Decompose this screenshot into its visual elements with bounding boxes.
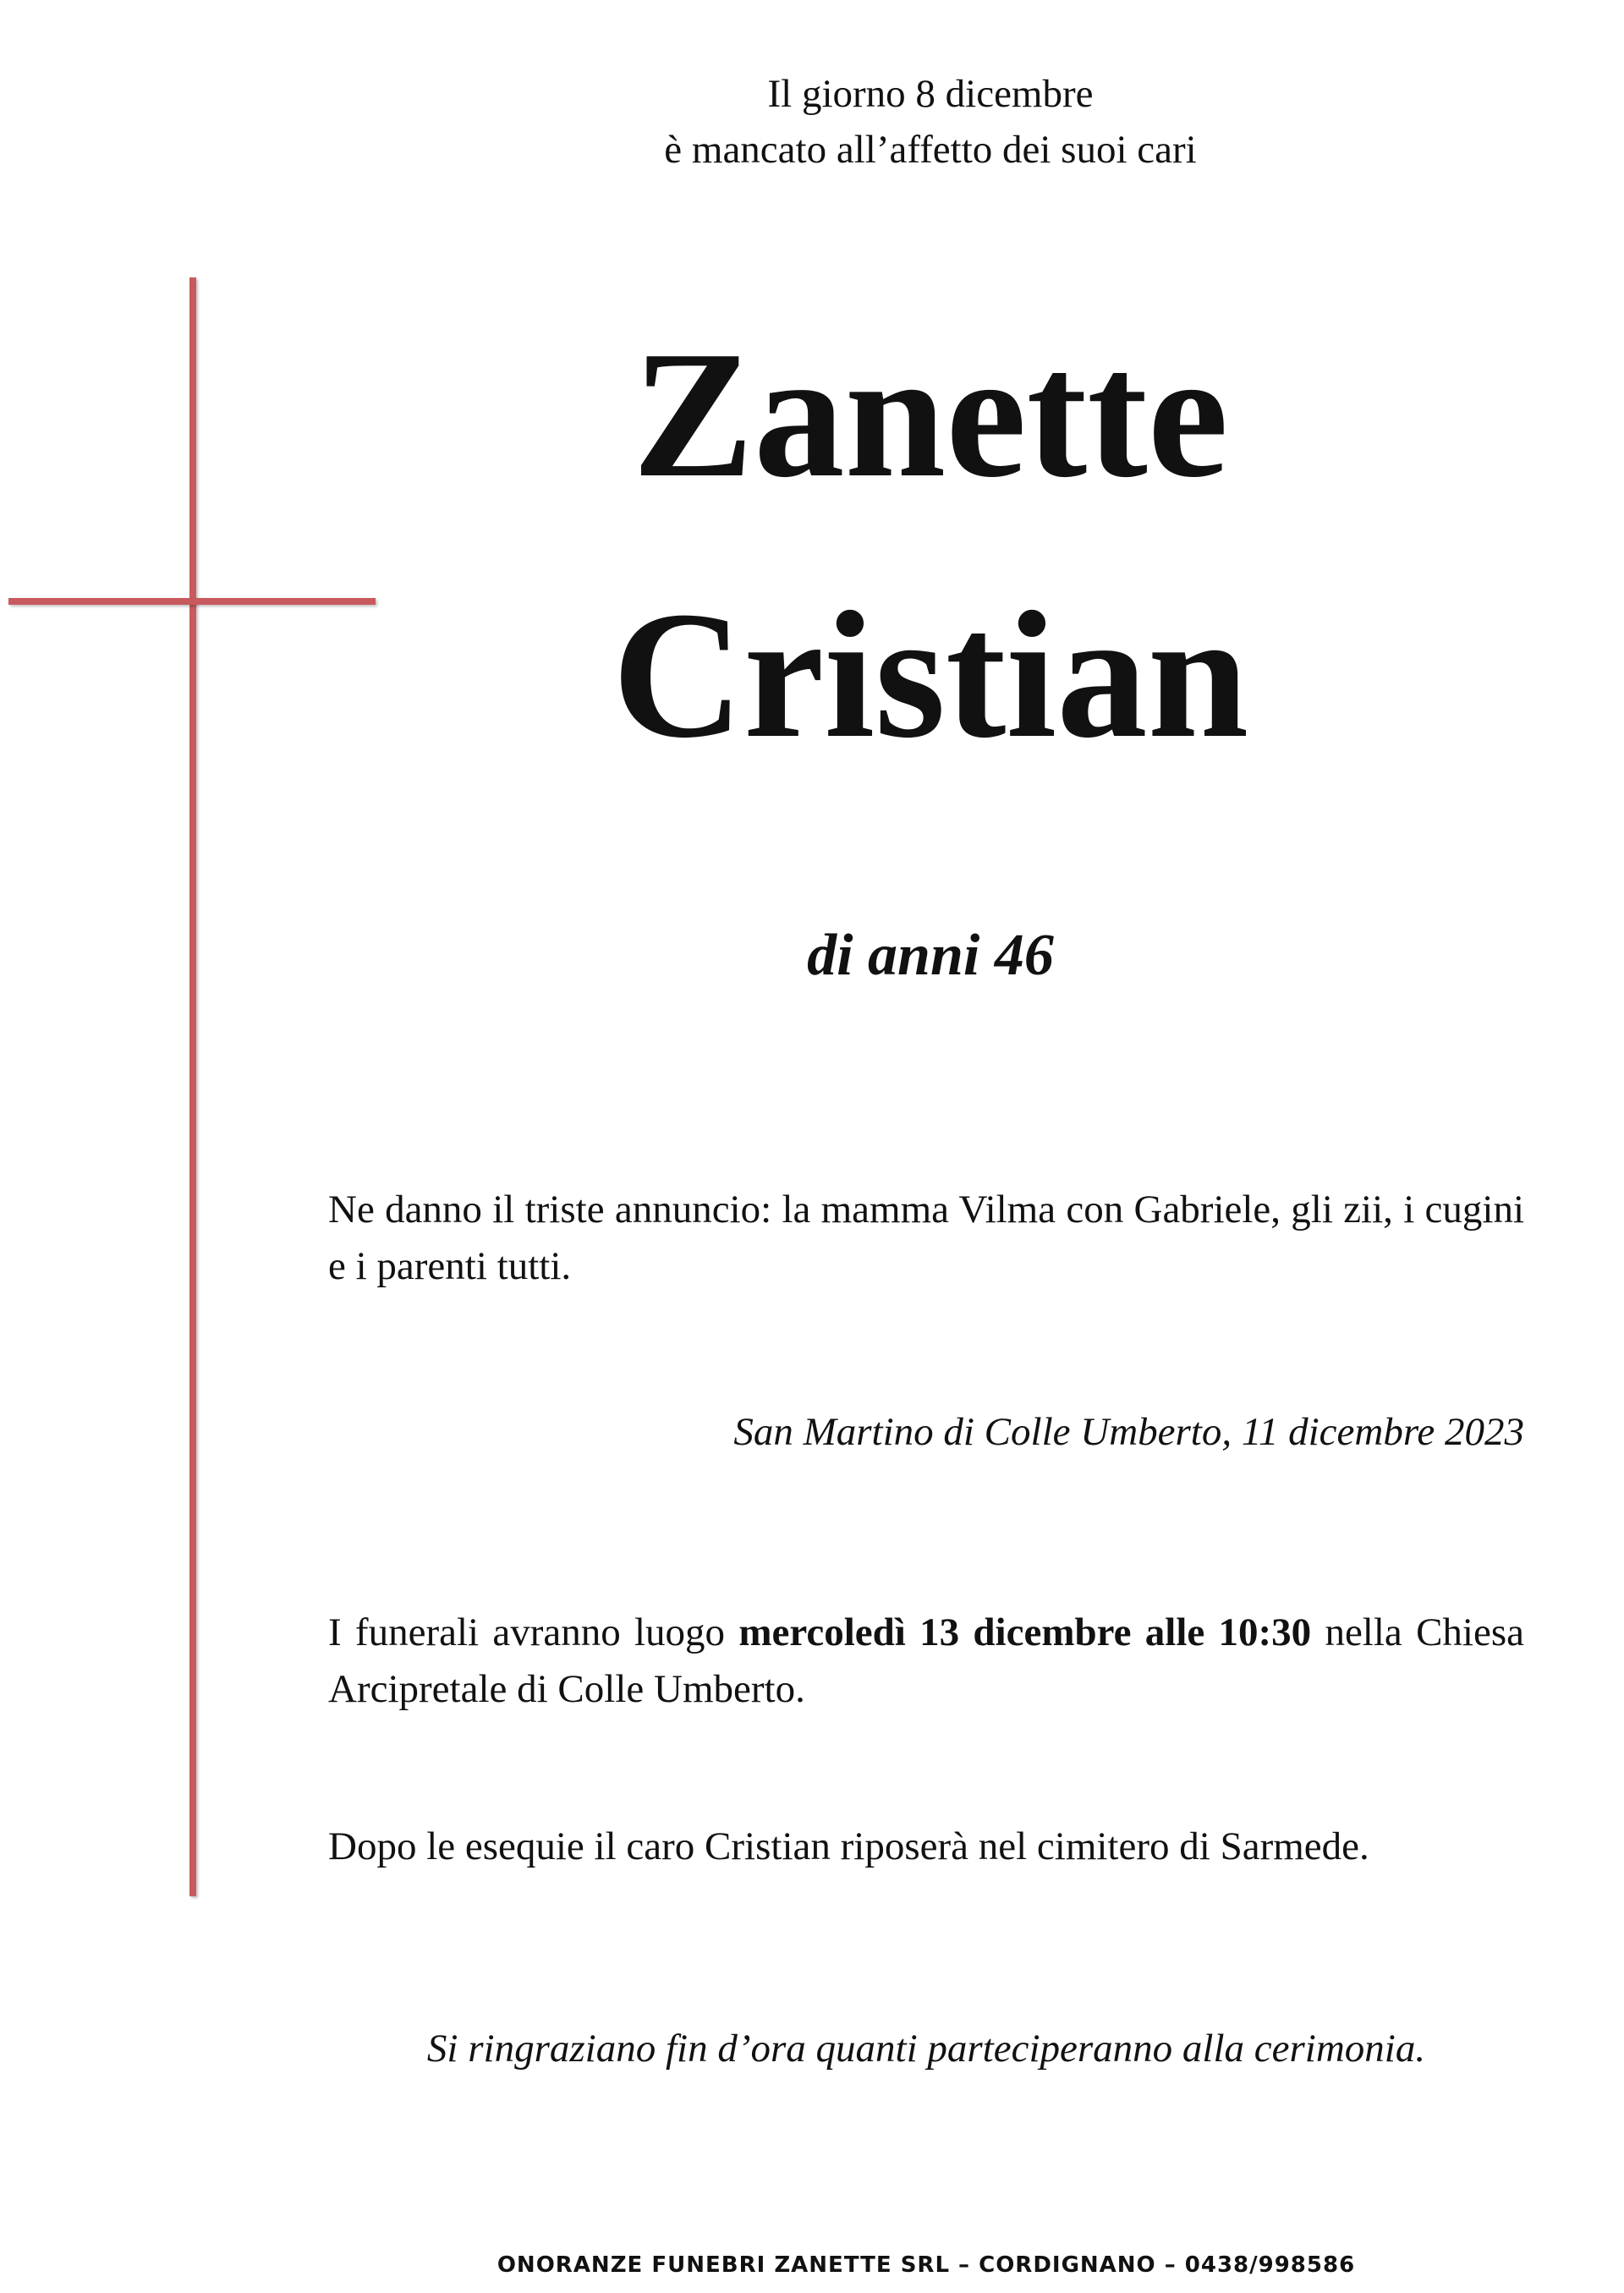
announcement-paragraph: Ne danno il triste annuncio: la mamma Vilma con Gabriele, gli zii, i cugini e i parenti tutti. <box>328 1188 1524 1288</box>
burial-paragraph: Dopo le esequie il caro Cristian riposerà nel cimitero di Sarmede. <box>328 1824 1369 1868</box>
place-and-date: San Martino di Colle Umberto, 11 dicembre 2023 <box>733 1410 1524 1454</box>
intro-line-date: Il giorno 8 dicembre <box>767 72 1094 116</box>
deceased-first-name: Cristian <box>612 573 1249 776</box>
funeral-date-time: mercoledì 13 dicembre alle 10:30 <box>738 1610 1312 1654</box>
funeral-text-after: nella Chiesa Arcipretale di Colle Umberto. <box>328 1610 1524 1711</box>
deceased-age: di anni 46 <box>807 923 1054 988</box>
thanks-line: Si ringraziano fin d’ora quanti parteciperanno alla cerimonia. <box>426 2027 1426 2071</box>
intro-line-passed: è mancato all’affetto dei suoi cari <box>664 128 1197 172</box>
funeral-text-before: I funerali avranno luogo <box>328 1610 739 1654</box>
funeral-paragraph <box>328 1605 1524 1718</box>
cross-icon-vertical-bar <box>189 277 196 1896</box>
funeral-home-footer: ONORANZE FUNEBRI ZANETTE SRL – CORDIGNANO – 0438/998586 <box>497 2252 1356 2278</box>
deceased-surname: Zanette <box>632 313 1229 515</box>
cross-icon-horizontal-bar <box>8 598 376 605</box>
